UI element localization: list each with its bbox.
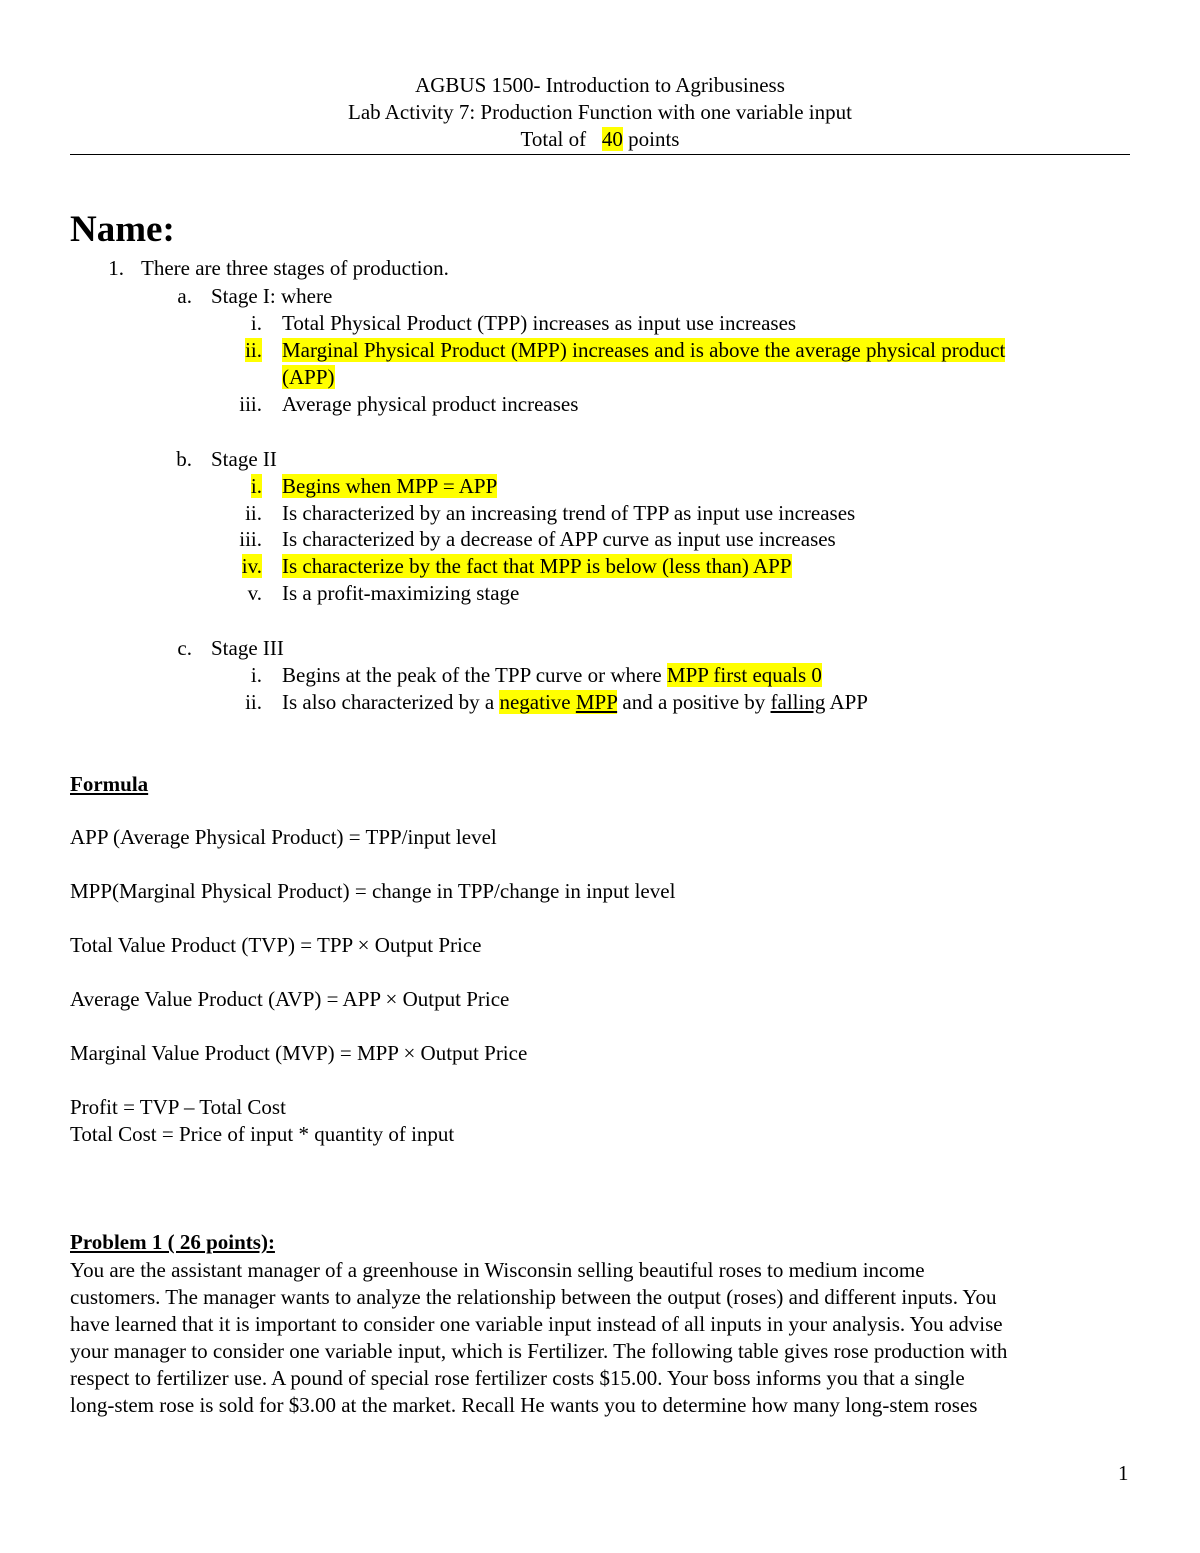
- stage-c-marker: c.: [177, 636, 192, 660]
- problem-1-heading: Problem 1 ( 26 points):: [70, 1230, 275, 1254]
- problem-1-line-1: You are the assistant manager of a greenhouse in Wisconsin selling beautiful roses to medium income: [70, 1258, 925, 1282]
- stage-a-item-2-text: Marginal Physical Product (MPP) increases and is above the average physical product: [282, 338, 1006, 362]
- stage-b-item-2-marker: ii.: [245, 501, 262, 525]
- lab-title: Lab Activity 7: Production Function with one variable input: [348, 100, 852, 124]
- stage-a-item-2-continuation: (APP): [282, 365, 335, 389]
- problem-1-line-6: long-stem rose is sold for $3.00 at the market. Recall He wants you to determine how many long-stem roses: [70, 1393, 978, 1417]
- stage-b-item-1-marker: i.: [250, 474, 262, 498]
- stage-a-item-1-marker: i.: [250, 311, 262, 335]
- stage-a-marker: a.: [177, 284, 192, 308]
- name-label: Name:: [70, 209, 175, 250]
- mpp-first-equals-0-highlight: MPP first equals 0: [666, 663, 822, 687]
- stage-b-item-5-marker: v.: [247, 581, 262, 605]
- formula-heading: Formula: [70, 772, 149, 796]
- q1-text: There are three stages of production.: [141, 256, 449, 280]
- formula-mvp: Marginal Value Product (MVP) = MPP × Output Price: [70, 1041, 528, 1065]
- stage-b-item-3-text: Is characterized by a decrease of APP curve as input use increases: [282, 527, 836, 551]
- stage-a-item-2-marker: ii.: [245, 338, 262, 362]
- formula-profit: Profit = TVP – Total Cost: [70, 1095, 286, 1119]
- stage-b-item-4-text: Is characterize by the fact that MPP is below (less than) APP: [282, 554, 792, 578]
- stage-c-item-2-marker: ii.: [245, 690, 262, 714]
- stage-a-label: Stage I: where: [211, 284, 333, 308]
- stage-b-label: Stage II: [211, 447, 277, 471]
- page-number: 1: [1118, 1461, 1129, 1485]
- course-title: AGBUS 1500- Introduction to Agribusiness: [415, 73, 785, 97]
- stage-b-marker: b.: [176, 447, 192, 471]
- stage-a-item-3-text: Average physical product increases: [282, 392, 579, 416]
- problem-1-line-4: your manager to consider one variable input, which is Fertilizer. The following table gives rose production with: [70, 1339, 1008, 1363]
- stage-c-item-2-text: Is also characterized by a negative MPP and a positive by falling APP: [282, 690, 868, 714]
- stage-b-item-5-text: Is a profit-maximizing stage: [282, 581, 520, 605]
- stage-c-item-1-marker: i.: [250, 663, 262, 687]
- header-divider: [70, 154, 1130, 155]
- formula-tvp: Total Value Product (TVP) = TPP × Output Price: [70, 933, 482, 957]
- stage-b-item-1-text: Begins when MPP = APP: [282, 474, 498, 498]
- stage-c-label: Stage III: [211, 636, 284, 660]
- problem-1-line-5: respect to fertilizer use. A pound of special rose fertilizer costs $15.00. Your boss informs you that a single: [70, 1366, 965, 1390]
- formula-mpp: MPP(Marginal Physical Product) = change in TPP/change in input level: [70, 879, 676, 903]
- problem-1-line-2: customers. The manager wants to analyze the relationship between the output (roses) and different inputs. You: [70, 1285, 997, 1309]
- formula-total-cost: Total Cost = Price of input * quantity of input: [70, 1122, 455, 1146]
- stage-b-item-4-marker: iv.: [241, 554, 262, 578]
- stage-a-item-1-text: Total Physical Product (TPP) increases as input use increases: [282, 311, 797, 335]
- stage-b-item-2-text: Is characterized by an increasing trend of TPP as input use increases: [282, 501, 856, 525]
- stage-a-item-3-marker: iii.: [239, 392, 262, 416]
- stage-c-item-1-text: Begins at the peak of the TPP curve or where MPP first equals 0: [282, 663, 822, 687]
- q1-number: 1.: [108, 256, 124, 280]
- total-points-value: 40: [601, 127, 623, 151]
- formula-avp: Average Value Product (AVP) = APP × Output Price: [70, 987, 510, 1011]
- total-points-line: [0, 126, 1200, 153]
- total-prefix: Total of: [520, 127, 587, 151]
- formula-app: APP (Average Physical Product) = TPP/input level: [70, 825, 497, 849]
- stage-b-item-3-marker: iii.: [239, 527, 262, 551]
- problem-1-line-3: have learned that it is important to consider one variable input instead of all inputs in your analysis. You advise: [70, 1312, 1003, 1336]
- total-suffix: points: [628, 127, 680, 151]
